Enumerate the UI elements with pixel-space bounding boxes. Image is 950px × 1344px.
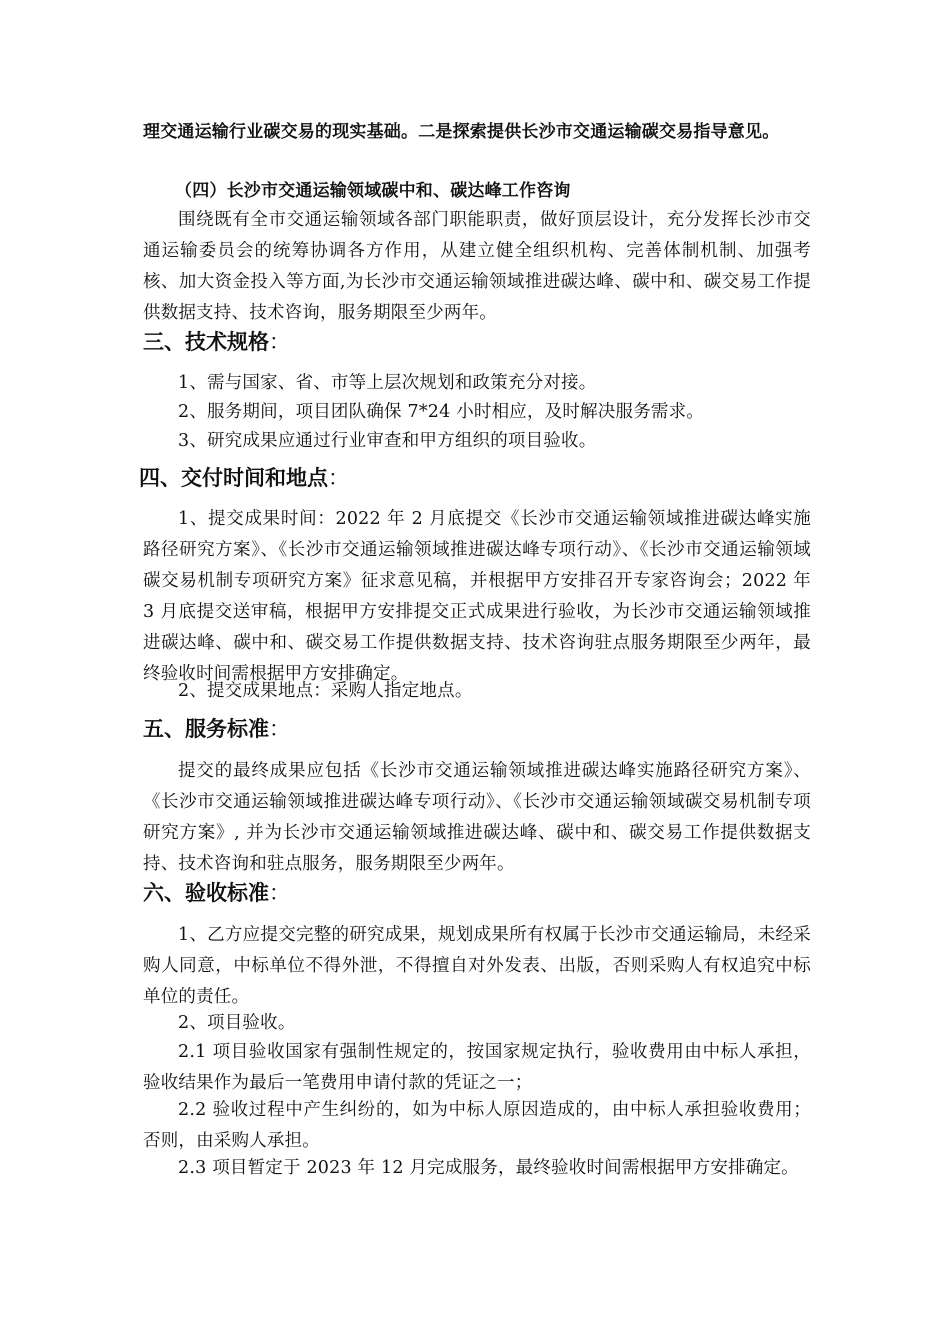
delivery-place-paragraph: 2、提交成果地点：采购人指定地点。 [178, 681, 473, 701]
section-3-title: 三、技术规格 [143, 330, 269, 354]
section-6-title: 六、验收标准 [143, 881, 269, 905]
subsection-4-title: （四）长沙市交通运输领域碳中和、碳达峰工作咨询 [175, 181, 571, 201]
subsection-4-body: 围绕既有全市交通运输领域各部门职能职责，做好顶层设计，充分发挥长沙市交通运输委员会的统筹协调各方作用，从建立健全组织机构、完善体制机制、加强考核、加大资金投入等方面,为长沙市交通运输领域推进碳达峰、碳中和、碳交易工作提供数据支持、技术咨询，服务期限至少两年。 [143, 210, 811, 323]
tech-spec-item: 1、需与国家、省、市等上层次规划和政策充分对接。 [178, 373, 597, 393]
section-6-heading [143, 878, 290, 908]
section-5-heading [143, 714, 290, 744]
section-5-colon: ： [269, 717, 290, 741]
delivery-time-paragraph: 1、提交成果时间：2022 年 2 月底提交《长沙市交通运输领域推进碳达峰实施路径研究方案》、《长沙市交通运输领域推进碳达峰专项行动》、《长沙市交通运输领域碳交易机制专项研究方案》征求意见稿，并根据甲方安排召开专家咨询会；2022 年 3 月底提交送审稿，根据甲方安排提交正式成果进行验收，为长沙市交通运输领域推进碳达峰、碳中和、碳交易工作提供数据支持、技术咨询驻点服务期限至少两年，最终验收时间需根据甲方安排确定。 [143, 509, 811, 684]
section-5-title: 五、服务标准 [143, 717, 269, 741]
section-3-heading [143, 327, 290, 357]
acceptance-item-2: 2、项目验收。 [178, 1013, 296, 1033]
paragraph-continuation: 理交通运输行业碳交易的现实基础。二是探索提供长沙市交通运输碳交易指导意见。 [143, 122, 780, 142]
section-4-colon: ： [328, 466, 349, 490]
section-4-heading [139, 463, 349, 493]
tech-spec-item: 3、研究成果应通过行业审查和甲方组织的项目验收。 [178, 431, 597, 451]
section-3-colon: ： [269, 330, 290, 354]
section-6-colon: ： [269, 881, 290, 905]
section-4-title: 四、交付时间和地点 [139, 466, 328, 490]
tech-spec-item: 2、服务期间，项目团队确保 7*24 小时相应，及时解决服务需求。 [178, 402, 705, 422]
acceptance-item-2-3: 2.3 项目暂定于 2023 年 12 月完成服务，最终验收时间需根据甲方安排确定。 [178, 1158, 799, 1178]
service-standard-paragraph: 提交的最终成果应包括《长沙市交通运输领域推进碳达峰实施路径研究方案》、《长沙市交通运输领域推进碳达峰专项行动》、《长沙市交通运输领域碳交易机制专项研究方案》, 并为长沙市交通运输领域推进碳达峰、碳中和、碳交易工作提供数据支持、技术咨询和驻点服务，服务期限至少两年。 [143, 761, 811, 874]
acceptance-item-1: 1、乙方应提交完整的研究成果，规划成果所有权属于长沙市交通运输局，未经采购人同意，中标单位不得外泄，不得擅自对外发表、出版，否则采购人有权追究中标单位的责任。 [143, 925, 811, 1007]
acceptance-item-2-2: 2.2 验收过程中产生纠纷的，如为中标人原因造成的，由中标人承担验收费用；否则，由采购人承担。 [143, 1100, 811, 1151]
acceptance-item-2-1: 2.1 项目验收国家有强制性规定的，按国家规定执行，验收费用由中标人承担，验收结果作为最后一笔费用申请付款的凭证之一； [143, 1042, 811, 1093]
